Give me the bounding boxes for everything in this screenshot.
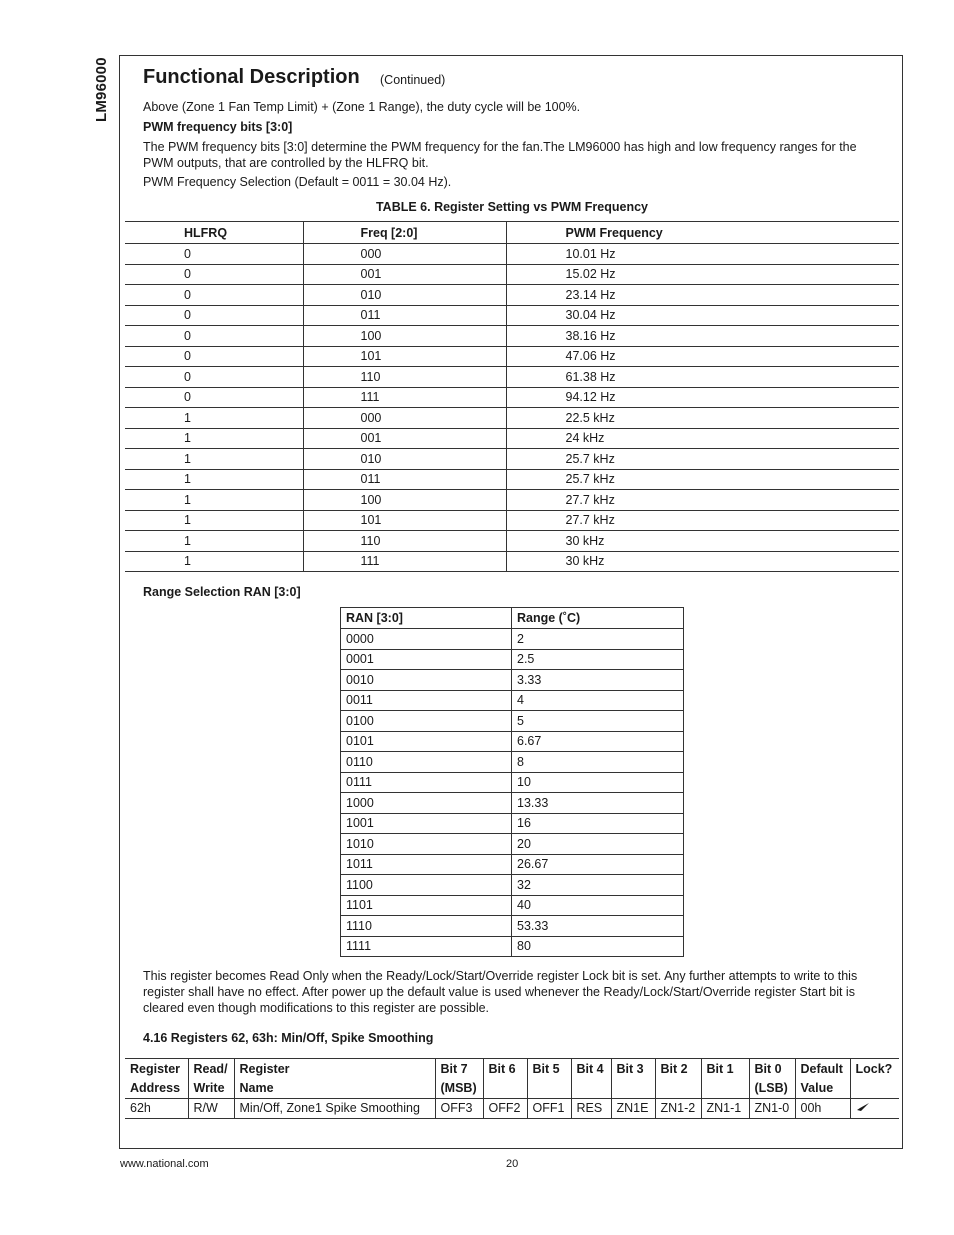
registers-heading: 4.16 Registers 62, 63h: Min/Off, Spike Smoothing [143,1031,434,1045]
table-row [125,285,899,306]
table-cell: 27.7 kHz [506,510,899,531]
column-header [571,1059,611,1099]
table-cell: 32 [512,875,684,896]
header-line: Value [800,1081,834,1095]
table-cell: 1000 [341,793,512,814]
table-cell: 100 [303,326,506,347]
header-line [617,1079,650,1098]
header-line [661,1079,696,1098]
table-row [125,326,899,347]
table-cell: 00h [795,1099,850,1119]
column-header: Freq [2:0] [303,222,506,244]
table-row [125,469,899,490]
table-cell: 4 [512,690,684,711]
table-cell: 47.06 Hz [506,346,899,367]
table-cell: 0 [125,326,303,347]
table-row [341,649,684,670]
table-cell: 1101 [341,895,512,916]
table-row [341,813,684,834]
table-row [341,916,684,937]
header-line: Bit 7 [440,1062,468,1076]
table-row [341,875,684,896]
header-line: Address [130,1081,181,1095]
table-row [125,428,899,449]
table-cell: 1 [125,408,303,429]
column-header: Range (˚C) [512,608,684,629]
range-heading: Range Selection RAN [3:0] [143,585,301,599]
table-cell: 111 [303,551,506,572]
table-row [125,264,899,285]
header-line: Bit 4 [576,1062,604,1076]
table-cell: 1 [125,449,303,470]
register-table [125,1058,899,1119]
table-row [341,711,684,732]
table-row [125,408,899,429]
column-header: RAN [3:0] [341,608,512,629]
table-row [125,490,899,511]
column-header [234,1059,435,1099]
table-cell: 0001 [341,649,512,670]
table-cell: 15.02 Hz [506,264,899,285]
table-cell: OFF1 [527,1099,571,1119]
table-cell: Min/Off, Zone1 Spike Smoothing [234,1099,435,1119]
header-line: Read/ [193,1062,228,1076]
table-header-row [341,608,684,629]
table-cell: 8 [512,752,684,773]
table-cell: 000 [303,408,506,429]
pwm-default: PWM Frequency Selection (Default = 0011 = 30.04 Hz). [143,175,452,189]
table-cell: 24 kHz [506,428,899,449]
pwm-paragraph: The PWM frequency bits [3:0] determine the PWM frequency for the fan.The LM96000 has high and low frequency ranges for the PWM outputs, that are controlled by the HLFRQ bit. [143,140,857,170]
table-cell: 010 [303,285,506,306]
table-cell: 5 [512,711,684,732]
table-cell: 1110 [341,916,512,937]
table-cell: 0000 [341,629,512,650]
table-cell: 30 kHz [506,531,899,552]
column-header: HLFRQ [125,222,303,244]
table-cell: 101 [303,510,506,531]
range-table [340,607,684,957]
table-cell: 0 [125,285,303,306]
column-header [527,1059,571,1099]
table-row [341,670,684,691]
footer-website[interactable]: www.national.com [120,1158,209,1170]
table-cell: 1 [125,469,303,490]
table-cell: 010 [303,449,506,470]
table-cell: 25.7 kHz [506,449,899,470]
header-line [856,1079,895,1098]
header-line: Bit 3 [616,1062,644,1076]
table-cell: 80 [512,936,684,957]
table-cell: 1001 [341,813,512,834]
table-row [341,834,684,855]
column-header [611,1059,655,1099]
table-cell: 1 [125,490,303,511]
table-cell: 0111 [341,772,512,793]
column-header [655,1059,701,1099]
column-header [749,1059,795,1099]
header-line: Bit 6 [488,1062,516,1076]
page-title: Functional Description [143,66,360,88]
table-cell: 3.33 [512,670,684,691]
table-row [341,854,684,875]
table-row [341,752,684,773]
table-cell: 16 [512,813,684,834]
table-cell: 1010 [341,834,512,855]
column-header [188,1059,234,1099]
table-cell: 100 [303,490,506,511]
table-cell: 13.33 [512,793,684,814]
table-cell: 1 [125,551,303,572]
table-row [125,449,899,470]
header-line: Bit 2 [660,1062,688,1076]
table-cell: 0010 [341,670,512,691]
table-row [341,629,684,650]
table-cell: 62h [125,1099,188,1119]
table-cell: RES [571,1099,611,1119]
header-line: Register [130,1062,181,1076]
side-part-number: LM96000 [93,57,110,122]
table-cell: 30 kHz [506,551,899,572]
header-line: Default [800,1062,843,1076]
table-cell: 0110 [341,752,512,773]
table-cell: 10 [512,772,684,793]
table-cell: 011 [303,469,506,490]
table-cell: 110 [303,367,506,388]
header-line [577,1079,606,1098]
table-cell: 0 [125,244,303,265]
header-line: Name [239,1081,274,1095]
table-row [341,772,684,793]
header-line: Bit 5 [532,1062,560,1076]
table-cell: 0100 [341,711,512,732]
table-cell: 1100 [341,875,512,896]
header-line: Lock? [855,1062,893,1076]
table-row [341,793,684,814]
check-icon [856,1102,870,1112]
table-header-row [125,1059,899,1099]
pwm-heading: PWM frequency bits [3:0] [143,120,293,134]
table-cell: 110 [303,531,506,552]
table-cell: 0 [125,264,303,285]
column-header [795,1059,850,1099]
column-header [483,1059,527,1099]
table-cell: ZN1-1 [701,1099,749,1119]
table-cell: 011 [303,305,506,326]
table-cell: 20 [512,834,684,855]
table-cell: 38.16 Hz [506,326,899,347]
header-line: Bit 1 [706,1062,734,1076]
table-row [341,690,684,711]
header-line [707,1079,744,1098]
table-cell: 23.14 Hz [506,285,899,306]
table-cell: 1111 [341,936,512,957]
table-cell: 2 [512,629,684,650]
readonly-note: This register becomes Read Only when the Ready/Lock/Start/Override register Lock bit is set. Any further attempts to write to this register shall have no effect. After power up the default value is used whenever the Ready/Lock/Start/Override register Start bit is cleared even though modifications to this register are possible. [143,969,858,1015]
table-cell: R/W [188,1099,234,1119]
lock-cell [850,1099,899,1119]
table-row [125,305,899,326]
table-cell: 001 [303,264,506,285]
table-cell: ZN1-0 [749,1099,795,1119]
table-row [341,936,684,957]
table-cell: ZN1-2 [655,1099,701,1119]
table-cell: OFF2 [483,1099,527,1119]
table-cell: 25.7 kHz [506,469,899,490]
table-cell: 0 [125,367,303,388]
table-cell: 001 [303,428,506,449]
table-cell: 2.5 [512,649,684,670]
header-line: Bit 0 [754,1062,782,1076]
page-number: 20 [506,1158,519,1170]
table-cell: 0 [125,305,303,326]
table-cell: 111 [303,387,506,408]
table-cell: 94.12 Hz [506,387,899,408]
column-header: PWM Frequency [506,222,899,244]
table-cell: 26.67 [512,854,684,875]
table-cell: 10.01 Hz [506,244,899,265]
table-cell: 1 [125,510,303,531]
table-row [125,1099,899,1119]
table-cell: 61.38 Hz [506,367,899,388]
pwm-frequency-table [125,221,899,572]
title-continued: (Continued) [380,73,446,87]
table-cell: 30.04 Hz [506,305,899,326]
table-cell: ZN1E [611,1099,655,1119]
column-header [701,1059,749,1099]
table-row [125,551,899,572]
table-cell: 1 [125,428,303,449]
table-row [125,244,899,265]
table-row [341,895,684,916]
table-cell: 0011 [341,690,512,711]
header-line: (MSB) [440,1081,477,1095]
table-cell: 40 [512,895,684,916]
table-cell: 22.5 kHz [506,408,899,429]
table-cell: 1 [125,531,303,552]
table-cell: 1011 [341,854,512,875]
header-line [533,1079,566,1098]
table-cell: OFF3 [435,1099,483,1119]
table-cell: 101 [303,346,506,367]
column-header [125,1059,188,1099]
table-cell: 0101 [341,731,512,752]
column-header [435,1059,483,1099]
header-line: Write [193,1081,225,1095]
header-line: (LSB) [754,1081,788,1095]
intro-line: Above (Zone 1 Fan Temp Limit) + (Zone 1 Range), the duty cycle will be 100%. [143,100,581,114]
table-row [125,346,899,367]
table-header-row [125,222,899,244]
header-line: Register [239,1062,290,1076]
header-line [489,1079,522,1098]
column-header [850,1059,899,1099]
table-row [125,531,899,552]
table-cell: 6.67 [512,731,684,752]
table-cell: 0 [125,387,303,408]
table-row [341,731,684,752]
table-row [125,387,899,408]
table-cell: 000 [303,244,506,265]
table-row [125,510,899,531]
table-row [125,367,899,388]
table6-caption: TABLE 6. Register Setting vs PWM Frequency [375,200,649,214]
table-cell: 53.33 [512,916,684,937]
table-cell: 0 [125,346,303,367]
table-cell: 27.7 kHz [506,490,899,511]
